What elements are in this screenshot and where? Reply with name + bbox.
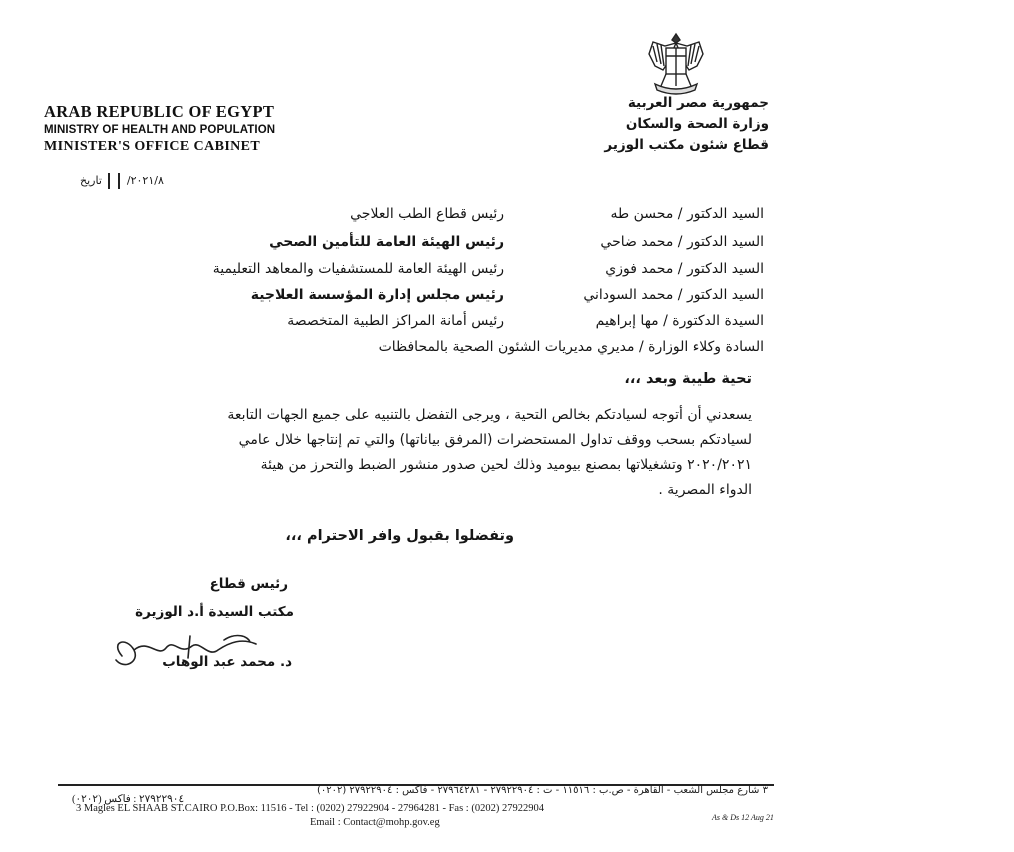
closing-salutation: وتفضلوا بقبول وافر الاحترام ،،، xyxy=(285,528,514,544)
body-line: لسيادتكم بسحب ووقف تداول المستحضرات (المرفق بياناتها) والتي تم إنتاجها خلال عامي xyxy=(238,432,752,448)
addressee-row xyxy=(287,313,764,329)
date-label: تاريخ xyxy=(80,174,102,187)
signatory-name: د. محمد عبد الوهاب xyxy=(162,654,292,670)
addressee-row-all: السادة وكلاء الوزارة / مديري مديريات الشئون الصحية بالمحافظات xyxy=(378,339,764,355)
footer-address-ar: ٣ شارع مجلس الشعب - القاهرة - ص.ب : ١١٥١٦ - ت : ٢٧٩٢٢٩٠٤ - ٢٧٩٦٤٢٨١ - فاكس : ٢٧٩٢٢٩٠٤ (٠٢٠٢) xyxy=(316,785,768,796)
addressee-role: رئيس قطاع الطب العلاجي xyxy=(350,206,504,222)
footer-fax-ar: (٠٢٠٢) ٢٧٩٢٢٩٠٤ : فاكس xyxy=(72,794,185,805)
footer-email: Email : Contact@mohp.gov.eg xyxy=(310,817,440,828)
addressee-name: السيد الدكتور / محمد فوزي xyxy=(605,261,764,277)
header-en-office: MINISTER'S OFFICE CABINET xyxy=(44,139,261,154)
signatory-title: رئيس قطاع xyxy=(209,576,288,592)
header-en-country: ARAB REPUBLIC OF EGYPT xyxy=(44,102,275,121)
addressee-row xyxy=(269,234,764,250)
addressee-row xyxy=(213,261,764,277)
footer-address-en: 3 Magles EL SHAAB ST.CAIRO P.O.Box: 11516 - Tel : (0202) 27922904 - 27964281 - Fas : (0202) 27922904 xyxy=(76,803,544,814)
addressee-name: السيد الدكتور / محمد ضاحي xyxy=(600,234,764,250)
body-line: ٢٠٢٠/٢٠٢١ وتشغيلاتها بمصنع بيوميد وذلك لحين صدور منشور الضبط والتحرز من هيئة xyxy=(260,457,752,473)
addressee-name: السيد الدكتور / محسن طه xyxy=(610,206,764,222)
header-ar-ministry: وزارة الصحة والسكان xyxy=(625,116,769,132)
signatory-office: مكتب السيدة أ.د الوزيرة xyxy=(135,604,294,620)
document-date xyxy=(80,173,164,189)
addressee-role: رئيس الهيئة العامة للمستشفيات والمعاهد التعليمية xyxy=(212,261,504,277)
header-ar-country: جمهورية مصر العربية xyxy=(627,95,769,111)
footer-note: As & Ds 12 Aug 21 xyxy=(712,813,774,822)
addressee-row xyxy=(350,206,764,222)
header-en-ministry: MINISTRY OF HEALTH AND POPULATION xyxy=(44,124,276,136)
body-line: الدواء المصرية . xyxy=(658,482,752,498)
addressee-name: السيد الدكتور / محمد السوداني xyxy=(583,287,764,303)
addressee-role: رئيس الهيئة العامة للتأمين الصحي xyxy=(269,234,504,250)
greeting: تحية طيبة وبعد ،،، xyxy=(624,371,752,387)
header-ar-office: قطاع شئون مكتب الوزير xyxy=(604,137,769,153)
addressee-name: السيدة الدكتورة / مها إبراهيم xyxy=(595,313,764,329)
addressee-role: رئيس مجلس إدارة المؤسسة العلاجية xyxy=(250,287,504,303)
date-stamp-mark xyxy=(108,173,120,189)
addressee-row xyxy=(251,287,764,303)
body-line: يسعدني أن أتوجه لسيادتكم بخالص التحية ، ويرجى التفضل بالتنبيه على جميع الجهات التابعة xyxy=(227,407,752,423)
eagle-emblem-icon xyxy=(645,30,707,96)
addressee-role: رئيس أمانة المراكز الطبية المتخصصة xyxy=(287,313,504,329)
date-value: ٢٠٢١/٨/ xyxy=(126,174,164,187)
